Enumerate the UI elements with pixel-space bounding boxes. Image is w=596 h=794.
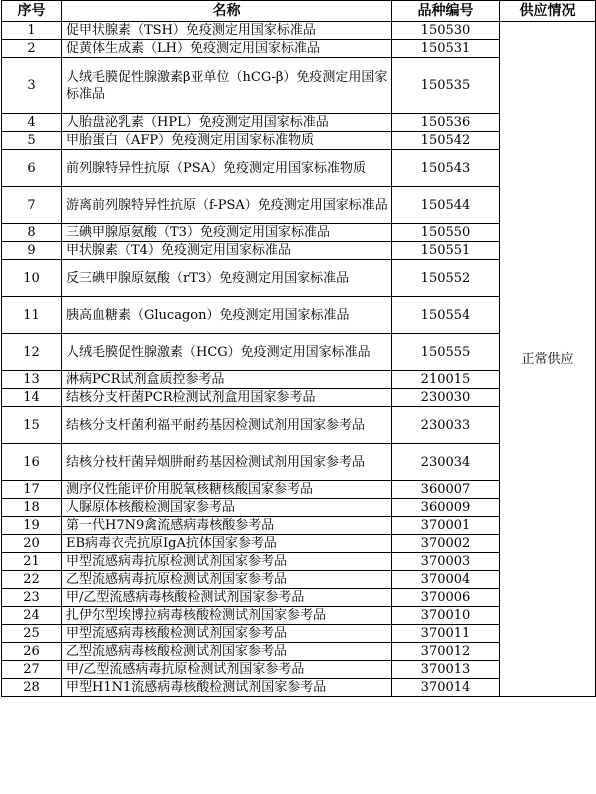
row-code: 370003 [392, 553, 500, 571]
row-code: 150555 [392, 334, 500, 371]
row-name: 促甲状腺素（TSH）免疫测定用国家标准品 [62, 22, 392, 40]
row-name: 三碘甲腺原氨酸（T3）免疫测定用国家标准品 [62, 224, 392, 242]
row-index: 27 [2, 661, 62, 679]
row-name: 乙型流感病毒抗原检测试剂国家参考品 [62, 571, 392, 589]
row-name: 乙型流感病毒核酸检测试剂国家参考品 [62, 643, 392, 661]
row-index: 10 [2, 260, 62, 297]
row-index: 25 [2, 625, 62, 643]
row-name: EB病毒衣壳抗原IgA抗体国家参考品 [62, 535, 392, 553]
header-name: 名称 [62, 1, 392, 22]
row-index: 1 [2, 22, 62, 40]
row-name: 人脲原体核酸检测国家参考品 [62, 499, 392, 517]
row-code: 230033 [392, 407, 500, 444]
row-index: 28 [2, 679, 62, 697]
row-code: 150530 [392, 22, 500, 40]
row-code: 370013 [392, 661, 500, 679]
row-name: 甲型流感病毒抗原检测试剂国家参考品 [62, 553, 392, 571]
row-index: 13 [2, 371, 62, 389]
row-code: 150554 [392, 297, 500, 334]
row-index: 7 [2, 187, 62, 224]
row-code: 150536 [392, 114, 500, 132]
row-index: 21 [2, 553, 62, 571]
row-code: 150543 [392, 150, 500, 187]
row-index: 11 [2, 297, 62, 334]
row-name: 结核分枝杆菌异烟肼耐药基因检测试剂用国家参考品 [62, 444, 392, 481]
row-code: 230030 [392, 389, 500, 407]
row-code: 150552 [392, 260, 500, 297]
row-code: 150551 [392, 242, 500, 260]
header-index: 序号 [2, 1, 62, 22]
row-code: 370004 [392, 571, 500, 589]
row-name: 人绒毛膜促性腺激素β亚单位（hCG-β）免疫测定用国家 标准品 [62, 58, 392, 114]
row-name: 测序仪性能评价用脱氧核糖核酸国家参考品 [62, 481, 392, 499]
row-code: 370002 [392, 535, 500, 553]
row-name: 甲胎蛋白（AFP）免疫测定用国家标准物质 [62, 132, 392, 150]
row-name: 反三碘甲腺原氨酸（rT3）免疫测定用国家标准品 [62, 260, 392, 297]
row-name: 结核分支杆菌利福平耐药基因检测试剂用国家参考品 [62, 407, 392, 444]
row-index: 15 [2, 407, 62, 444]
row-index: 18 [2, 499, 62, 517]
row-name: 甲/乙型流感病毒抗原检测试剂国家参考品 [62, 661, 392, 679]
row-index: 14 [2, 389, 62, 407]
row-index: 20 [2, 535, 62, 553]
header-code: 品种编号 [392, 1, 500, 22]
row-name: 淋病PCR试剂盒质控参考品 [62, 371, 392, 389]
row-code: 230034 [392, 444, 500, 481]
row-name: 胰高血糖素（Glucagon）免疫测定用国家标准品 [62, 297, 392, 334]
row-index: 5 [2, 132, 62, 150]
row-name: 甲/乙型流感病毒核酸检测试剂国家参考品 [62, 589, 392, 607]
table-row [2, 22, 596, 40]
header-status: 供应情况 [500, 1, 596, 22]
row-code: 370010 [392, 607, 500, 625]
row-name: 人胎盘泌乳素（HPL）免疫测定用国家标准品 [62, 114, 392, 132]
row-index: 9 [2, 242, 62, 260]
row-index: 2 [2, 40, 62, 58]
row-code: 150535 [392, 58, 500, 114]
row-name: 第一代H7N9禽流感病毒核酸参考品 [62, 517, 392, 535]
row-code: 150542 [392, 132, 500, 150]
row-code: 150531 [392, 40, 500, 58]
row-name: 促黄体生成素（LH）免疫测定用国家标准品 [62, 40, 392, 58]
row-index: 6 [2, 150, 62, 187]
row-index: 3 [2, 58, 62, 114]
row-index: 12 [2, 334, 62, 371]
row-code: 150544 [392, 187, 500, 224]
row-index: 16 [2, 444, 62, 481]
row-code: 150550 [392, 224, 500, 242]
reference-materials-table [1, 0, 596, 697]
row-name: 甲状腺素（T4）免疫测定用国家标准品 [62, 242, 392, 260]
row-index: 8 [2, 224, 62, 242]
row-code: 360009 [392, 499, 500, 517]
row-name: 甲型H1N1流感病毒核酸检测试剂国家参考品 [62, 679, 392, 697]
row-index: 19 [2, 517, 62, 535]
row-name: 游离前列腺特异性抗原（f-PSA）免疫测定用国家标准品 [62, 187, 392, 224]
row-index: 22 [2, 571, 62, 589]
row-code: 210015 [392, 371, 500, 389]
supply-status: 正常供应 [500, 22, 596, 697]
table-header-row [2, 1, 596, 22]
row-name: 结核分支杆菌PCR检测试剂盒用国家参考品 [62, 389, 392, 407]
row-name: 人绒毛膜促性腺激素（HCG）免疫测定用国家标准品 [62, 334, 392, 371]
row-name: 前列腺特异性抗原（PSA）免疫测定用国家标准物质 [62, 150, 392, 187]
row-code: 370006 [392, 589, 500, 607]
row-code: 370011 [392, 625, 500, 643]
row-index: 17 [2, 481, 62, 499]
row-code: 360007 [392, 481, 500, 499]
row-index: 26 [2, 643, 62, 661]
row-index: 24 [2, 607, 62, 625]
row-name: 甲型流感病毒核酸检测试剂国家参考品 [62, 625, 392, 643]
row-name: 扎伊尔型埃博拉病毒核酸检测试剂国家参考品 [62, 607, 392, 625]
row-code: 370012 [392, 643, 500, 661]
row-index: 4 [2, 114, 62, 132]
row-code: 370014 [392, 679, 500, 697]
row-code: 370001 [392, 517, 500, 535]
row-index: 23 [2, 589, 62, 607]
